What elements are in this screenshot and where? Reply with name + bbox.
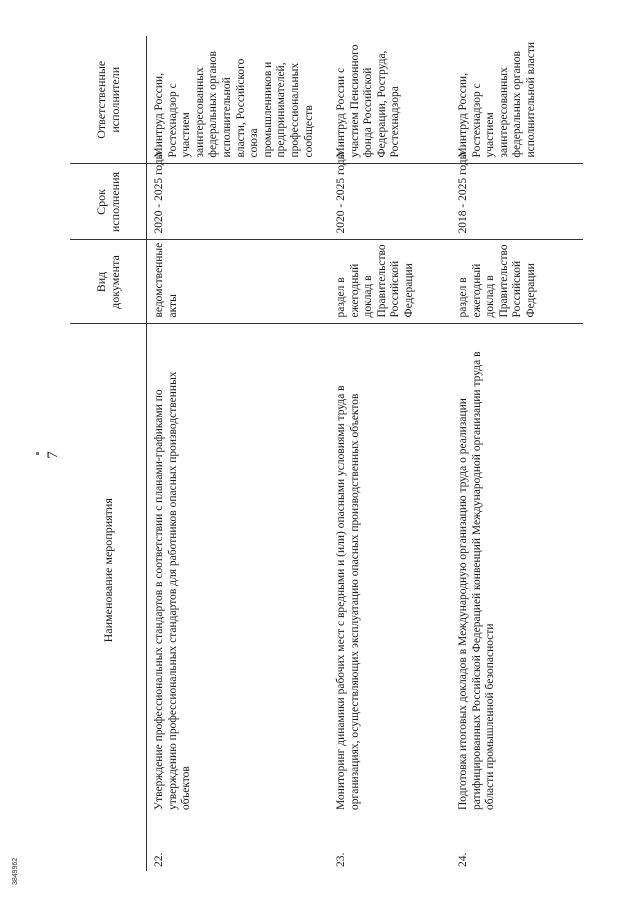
row-responsible: Минтруд России, Ростехнадзор с участием заинтересованных федеральных органов исполнительной власти	[451, 36, 583, 164]
row-number: 23.	[335, 852, 347, 867]
row-name: Подготовка итоговых докладов в Международную организацию труда о реализации ратифицированных Российской Федерацией конвенций Международной организации труда в области промышленной безопасности	[457, 351, 497, 810]
row-responsible: Минтруд России, Ростехнадзор с участием заинтересованных федеральных органов исполнительной власти, Российского союза промышленников и предпринимателей, профессиональных сообществ	[147, 36, 330, 164]
row-term: 2020 - 2025 годы	[147, 164, 330, 240]
table-header-row	[70, 36, 147, 871]
table-row	[147, 36, 330, 871]
row-name: Утверждение профессиональных стандартов в соответствии с планами-графиками по утверждению профессиональных стандартов для работников опасных производственных объектов	[153, 371, 193, 810]
document-code: 3849962	[12, 857, 19, 885]
row-document-type: раздел в ежегодный доклад в Правительство Российской Федерации	[451, 240, 583, 324]
header-name: Наименование мероприятия	[70, 324, 147, 816]
page-number: 7	[45, 451, 61, 459]
row-responsible: Минтруд России с участием Пенсионного фонда Российской Федерации, Роструда, Ростехнадзора	[329, 36, 451, 164]
row-document-type: ведомственные акты	[147, 240, 330, 324]
header-term: Срок исполнения	[70, 164, 147, 240]
measures-table	[70, 36, 583, 871]
header-responsible: Ответственные исполнители	[70, 36, 147, 164]
table-row	[451, 36, 583, 871]
row-term: 2018 - 2025 годы	[451, 164, 583, 240]
document-sheet	[70, 36, 625, 871]
page-mark	[36, 452, 39, 455]
row-number: 22.	[153, 852, 165, 867]
table-row	[329, 36, 451, 871]
header-number	[70, 816, 147, 871]
row-term: 2020 - 2025 годы	[329, 164, 451, 240]
row-document-type: раздел в ежегодный доклад в Правительство Российской Федерации	[329, 240, 451, 324]
row-number: 24.	[457, 852, 469, 867]
header-document-type: Вид документа	[70, 240, 147, 324]
row-name: Мониторинг динамики рабочих мест с вредными и (или) опасными условиями труда в организациях, осуществляющих эксплуатацию опасных производственных объектов	[335, 385, 361, 810]
